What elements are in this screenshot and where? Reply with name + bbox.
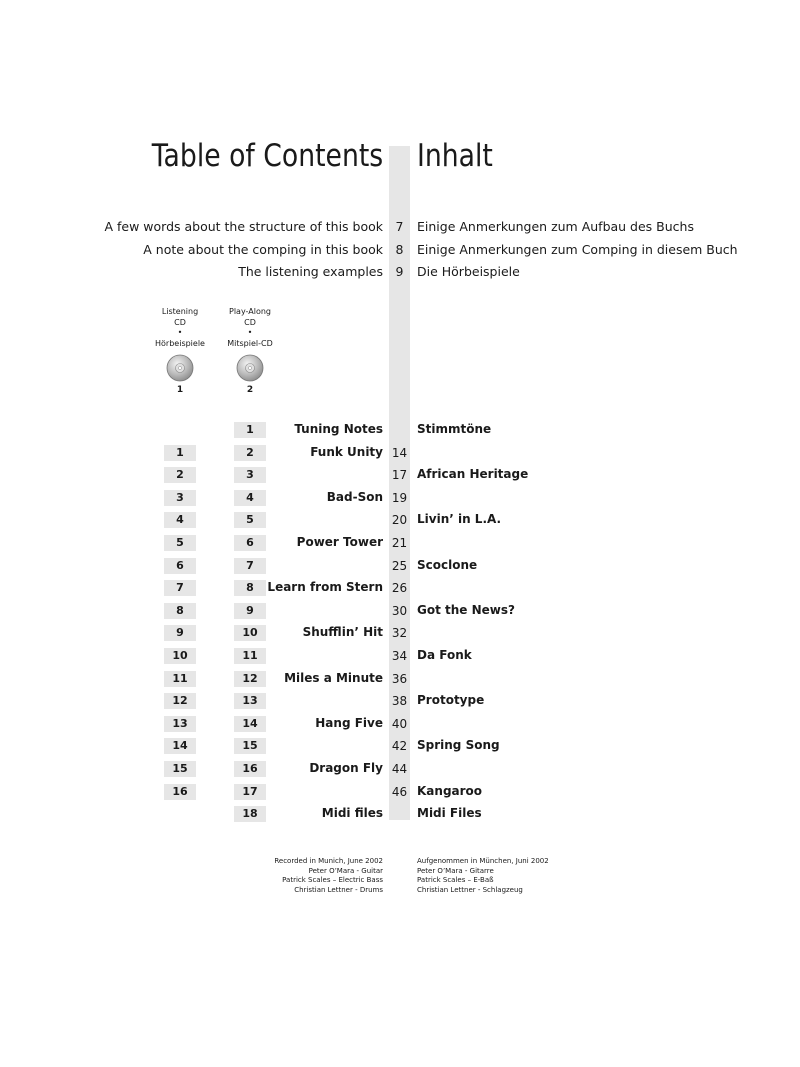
- song-title-german: Da Fonk: [417, 648, 472, 662]
- cd2-label-line: Mitspiel-CD: [227, 338, 273, 348]
- cd1-track-number: 9: [164, 625, 196, 641]
- song-title-english: Miles a Minute: [284, 670, 383, 685]
- cd2-track-number: 18: [234, 806, 266, 822]
- song-page-number: 40: [391, 716, 408, 731]
- song-title-german: Spring Song: [417, 738, 500, 753]
- song-title-german: Stimmtöne: [417, 422, 492, 436]
- cd2-number: 2: [246, 385, 254, 395]
- song-page-number: 26: [391, 581, 408, 596]
- cd2-label-line: •: [247, 328, 253, 337]
- cd2-track-number: 15: [234, 738, 266, 754]
- song-title-german: Kangaroo: [417, 783, 483, 798]
- cd1-label-line: •: [177, 328, 183, 337]
- cd1-track-number: 12: [164, 693, 196, 709]
- song-page-number: 44: [391, 762, 408, 776]
- cd2-track-number: 1: [234, 422, 266, 438]
- cd2-label: [210, 307, 290, 349]
- cd1-number: 1: [176, 385, 184, 395]
- cd2-track-number: 13: [234, 693, 266, 709]
- song-page-number: 19: [391, 490, 408, 505]
- credit-line: Aufgenommen in München, Juni 2002: [417, 857, 549, 865]
- cd-disc-icon: [166, 354, 194, 382]
- song-page-number: 42: [391, 739, 408, 754]
- credit-line: Christian Lettner - Drums: [294, 885, 383, 894]
- song-title-english: Learn from Stern: [267, 580, 383, 595]
- cd2-track-number: 10: [234, 625, 266, 641]
- intro-entry-page: 8: [395, 242, 404, 257]
- song-page-number: 30: [391, 603, 408, 618]
- cd2-track-number: 17: [234, 784, 266, 800]
- credit-line: Patrick Scales – Electric Bass: [282, 876, 383, 885]
- song-title-english: Power Tower: [296, 535, 383, 549]
- intro-entry-german: Einige Anmerkungen zum Comping in diesem Buch: [417, 242, 738, 257]
- cd1-track-number: 4: [164, 512, 196, 528]
- cd2-track-number: 7: [234, 558, 266, 574]
- song-title-german: Prototype: [417, 693, 485, 708]
- cd2-track-number: 3: [234, 467, 266, 483]
- song-page-number: 20: [391, 513, 408, 528]
- cd1-track-number: 15: [164, 761, 196, 777]
- cd2-track-number: 6: [234, 535, 266, 551]
- song-page-number: 17: [391, 468, 408, 483]
- intro-entry-german: Die Hörbeispiele: [417, 264, 520, 279]
- credits-english: [274, 857, 383, 895]
- song-title-english: Hang Five: [315, 715, 383, 730]
- song-title-english: Shufflin’ Hit: [302, 625, 383, 640]
- cd2-label-line: CD: [244, 317, 256, 327]
- song-page-number: 36: [391, 671, 408, 686]
- intro-entry-german: Einige Anmerkungen zum Aufbau des Buchs: [417, 219, 694, 234]
- intro-entry-english: The listening examples: [238, 264, 383, 279]
- cd2-track-number: 8: [234, 580, 266, 596]
- cd2-track-number: 2: [234, 445, 266, 461]
- song-title-english: Bad-Son: [326, 489, 383, 504]
- song-page-number: 25: [391, 558, 408, 573]
- cd1-track-number: 5: [164, 535, 196, 551]
- page-title-english: Table of Contents: [151, 138, 383, 174]
- cd1-track-number: 1: [164, 445, 196, 461]
- credit-line: Patrick Scales – E-Baß: [417, 876, 494, 885]
- song-title-english: Midi files: [321, 806, 383, 821]
- intro-entry-english: A few words about the structure of this book: [104, 219, 383, 234]
- cd1-label-line: Hörbeispiele: [155, 338, 205, 348]
- cd1-track-number: 7: [164, 580, 196, 596]
- song-page-number: 32: [391, 626, 408, 641]
- cd1-track-number: 2: [164, 467, 196, 483]
- cd1-track-number: 16: [164, 784, 196, 800]
- cd2-track-number: 11: [234, 648, 266, 664]
- cd1-label-line: Listening: [161, 307, 199, 316]
- cd-disc-icon: [236, 354, 264, 382]
- credit-line: Christian Lettner - Schlagzeug: [417, 885, 523, 894]
- cd1-track-number: 13: [164, 716, 196, 732]
- cd2-label-line: Play-Along: [229, 307, 271, 316]
- song-title-english: Tuning Notes: [294, 422, 383, 436]
- page-title-german: Inhalt: [417, 138, 493, 174]
- intro-entry-page: 7: [395, 219, 404, 234]
- song-title-german: African Heritage: [417, 467, 529, 482]
- song-page-number: 38: [391, 694, 408, 709]
- song-title-german: Livin’ in L.A.: [417, 512, 502, 527]
- credit-line: Peter O’Mara - Guitar: [308, 866, 383, 875]
- cd2-track-number: 12: [234, 671, 266, 687]
- cd1-track-number: 6: [164, 558, 196, 574]
- song-title-english: Dragon Fly: [309, 761, 383, 775]
- song-page-number: 34: [391, 649, 408, 663]
- cd2-track-number: 9: [234, 603, 266, 619]
- cd1-track-number: 8: [164, 603, 196, 619]
- song-title-german: Got the News?: [417, 602, 515, 617]
- song-page-number: 21: [391, 536, 408, 550]
- song-title-german: Scoclone: [417, 557, 478, 572]
- credit-line: Peter O’Mara - Gitarre: [417, 866, 494, 875]
- cd2-track-number: 14: [234, 716, 266, 732]
- intro-entry-page: 9: [395, 264, 404, 279]
- cd1-label-line: CD: [174, 317, 186, 327]
- cd1-track-number: 11: [164, 671, 196, 687]
- cd1-track-number: 10: [164, 648, 196, 664]
- cd1-track-number: 14: [164, 738, 196, 754]
- song-page-number: 14: [391, 445, 408, 460]
- song-title-english: Funk Unity: [310, 444, 383, 459]
- cd2-track-number: 5: [234, 512, 266, 528]
- cd1-track-number: 3: [164, 490, 196, 506]
- song-page-number: 46: [391, 784, 408, 799]
- cd2-track-number: 16: [234, 761, 266, 777]
- credits-german: [417, 857, 549, 895]
- cd2-track-number: 4: [234, 490, 266, 506]
- cd1-label: [140, 307, 220, 349]
- intro-entry-english: A note about the comping in this book: [143, 242, 383, 257]
- credit-line: Recorded in Munich, June 2002: [274, 857, 383, 865]
- song-title-german: Midi Files: [417, 806, 482, 821]
